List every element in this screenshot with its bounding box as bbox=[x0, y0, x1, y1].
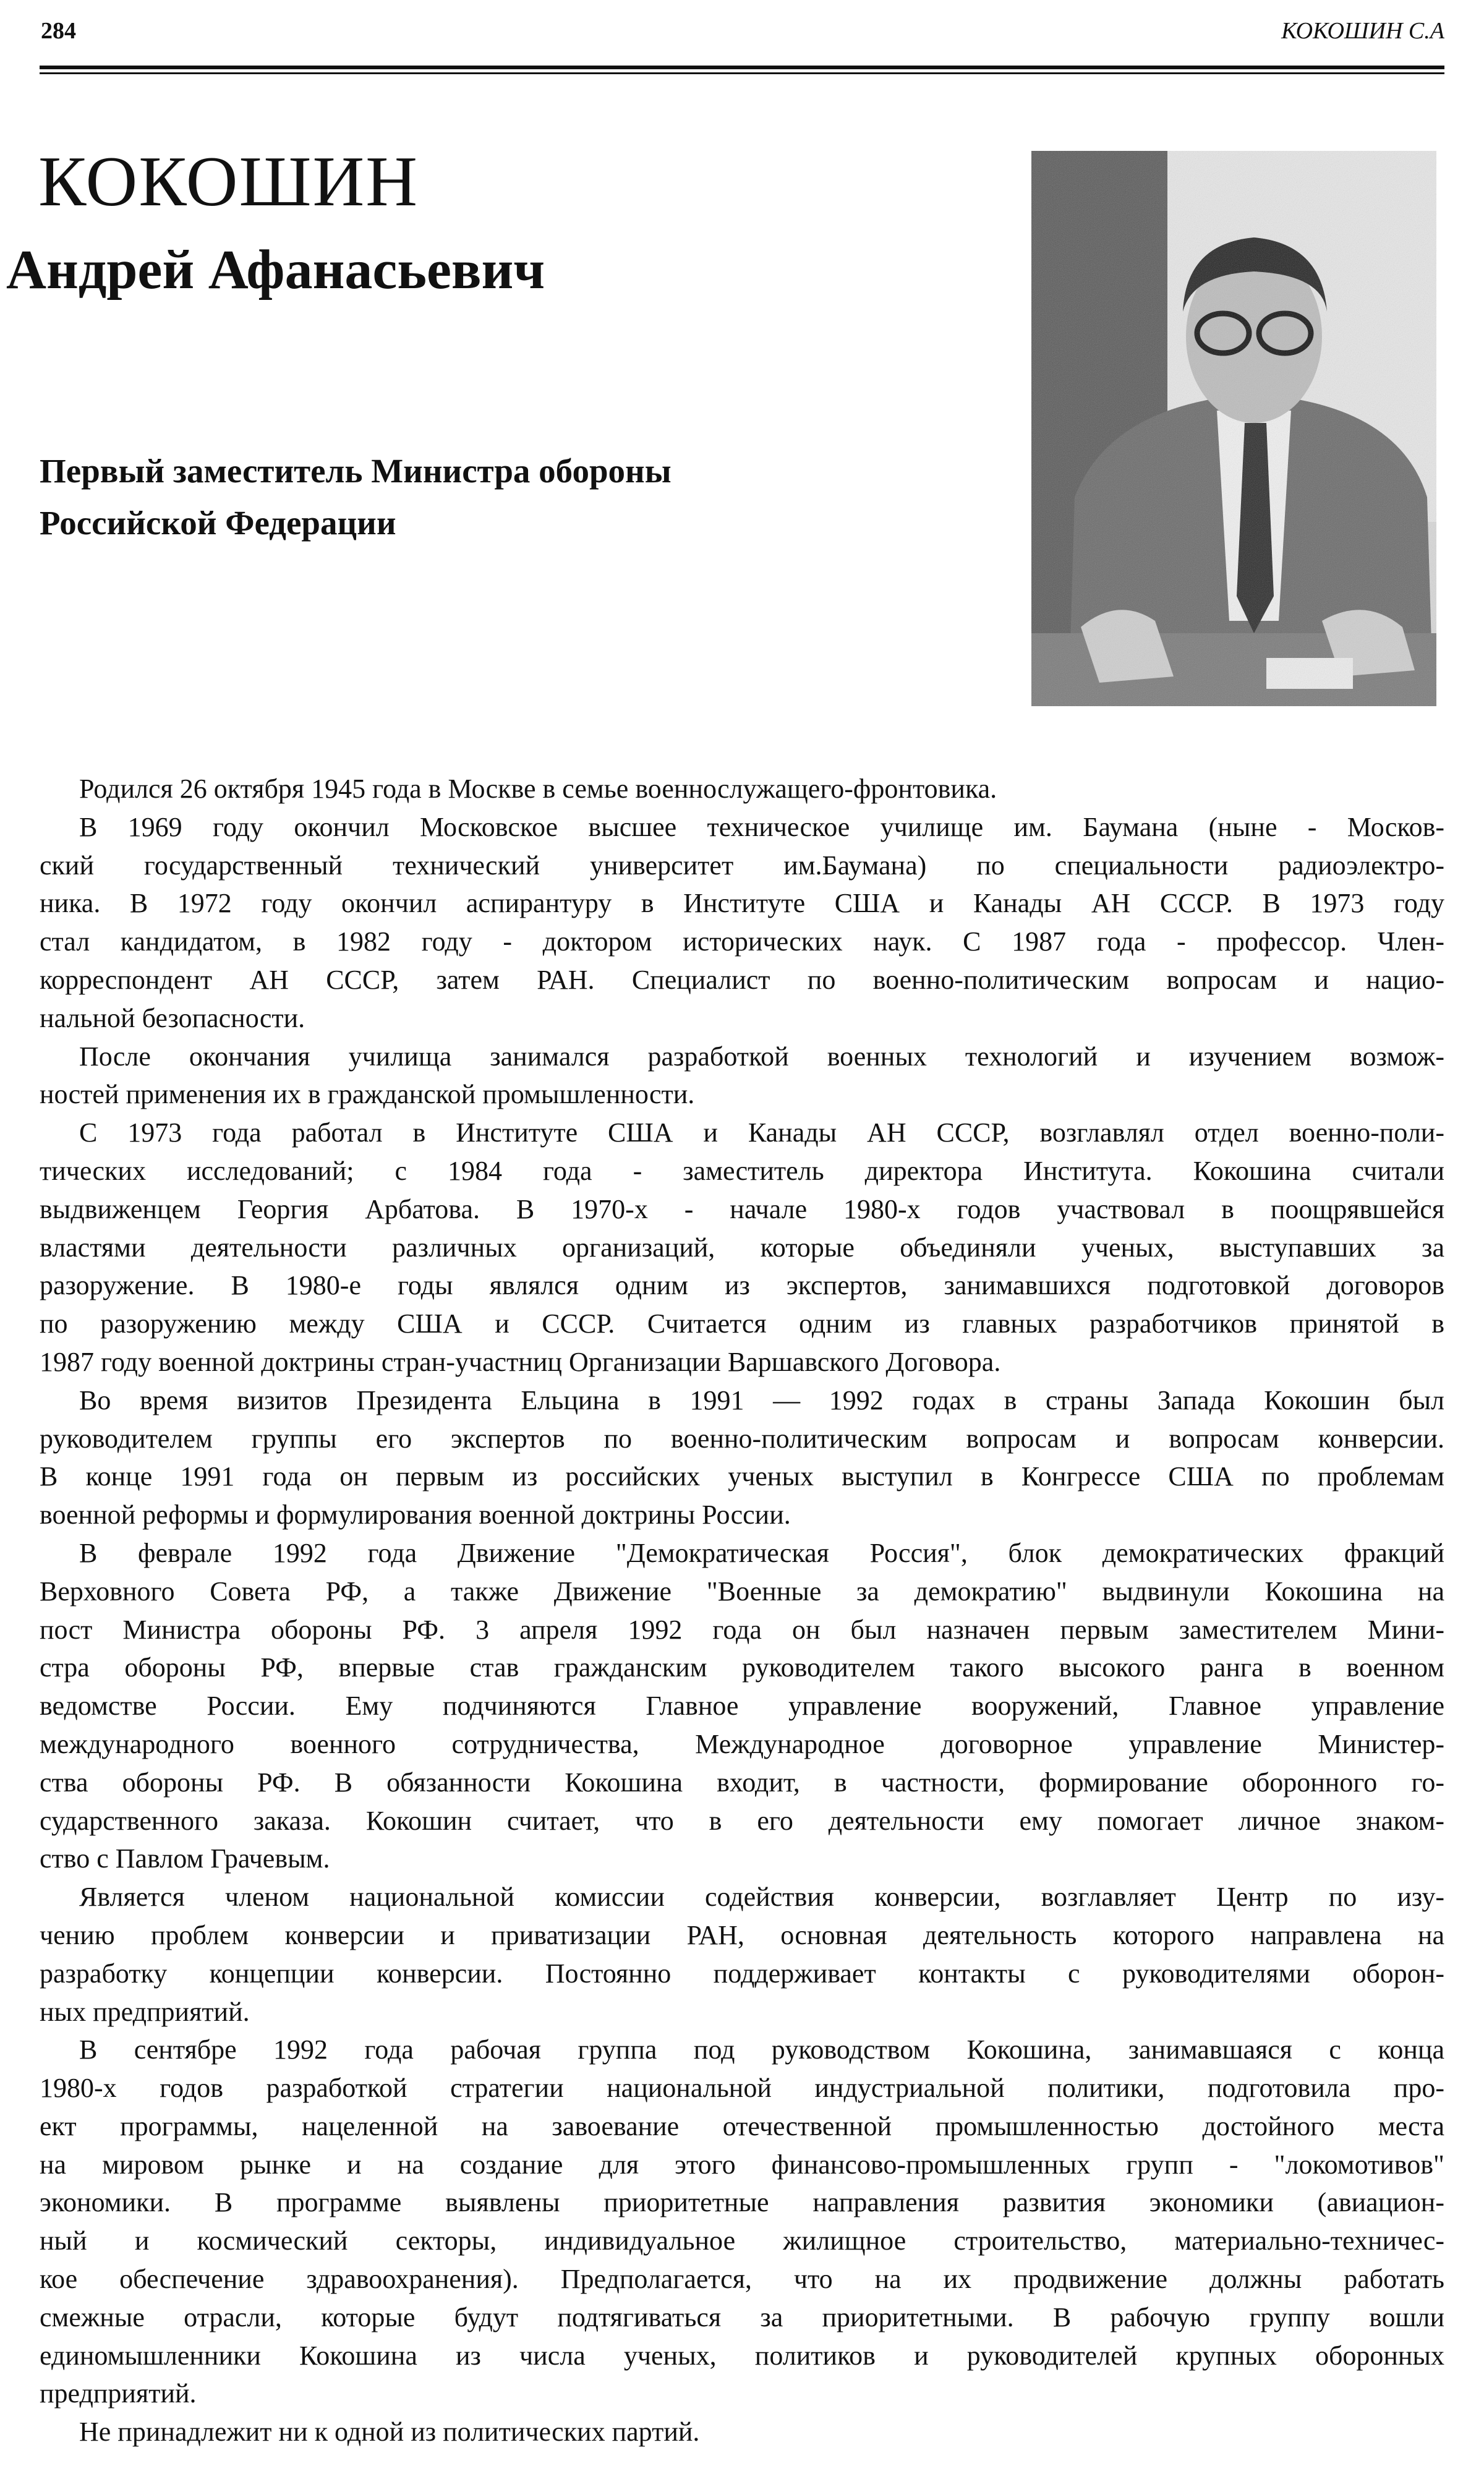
text-line: Во время визитов Президента Ельцина в 1991 — 1992 годах в страны Запада Кокошин был bbox=[79, 1385, 1444, 1415]
text-line: После окончания училища занимался разработкой военных технологий и изучением возмож- bbox=[79, 1041, 1444, 1072]
text-line: В сентябре 1992 года рабочая группа под руководством Кокошина, занимавшаяся с конца bbox=[79, 2034, 1444, 2065]
paragraph bbox=[40, 1878, 1444, 2031]
text-line: стра обороны РФ, впервые став гражданским руководителем такого высокого ранга в военном bbox=[40, 1652, 1444, 1683]
text-line: сударственного заказа. Кокошин считает, что в его деятельности ему помогает личное знаком- bbox=[40, 1805, 1444, 1836]
given-names-heading: Андрей Афанасьевич bbox=[6, 239, 545, 301]
text-line: ведомстве России. Ему подчиняются Главное управление вооружений, Главное управление bbox=[40, 1691, 1444, 1722]
text-line: руководителем группы его экспертов по военно-политическим вопросам и вопросам конверсии. bbox=[40, 1423, 1444, 1454]
running-title: КОКОШИН С.А bbox=[1281, 18, 1444, 44]
text-line: ства обороны РФ. В обязанности Кокошина входит, в частности, формирование оборонного го- bbox=[40, 1767, 1444, 1798]
text-line: тических исследований; с 1984 года - заместитель директора Института. Кокошина считали bbox=[40, 1155, 1444, 1186]
text-line: ский государственный технический университет им.Баумана) по специальности радиоэлектро- bbox=[40, 850, 1444, 881]
position-title bbox=[40, 445, 672, 549]
text-line: Верховного Совета РФ, а также Движение "Военные за демократию" выдвинули Кокошина на bbox=[40, 1576, 1444, 1607]
position-line: Российской Федерации bbox=[40, 504, 396, 542]
text-line: стал кандидатом, в 1982 году - доктором исторических наук. С 1987 года - профессор. Член- bbox=[40, 926, 1444, 957]
text-line: Является членом национальной комиссии содействия конверсии, возглавляет Центр по изу- bbox=[79, 1882, 1444, 1913]
paragraph bbox=[40, 808, 1444, 1038]
text-line: смежные отрасли, которые будут подтягиваться за приоритетными. В рабочую группу вошли bbox=[40, 2302, 1444, 2332]
text-line: Не принадлежит ни к одной из политических партий. bbox=[79, 2417, 700, 2447]
text-line: на мировом рынке и на создание для этого финансово-промышленных групп - "локомотивов" bbox=[40, 2149, 1444, 2180]
text-line: единомышленники Кокошина из числа ученых, политиков и руководителей крупных оборонных bbox=[40, 2340, 1444, 2371]
text-line: ностей применения их в гражданской промышленности. bbox=[40, 1079, 695, 1110]
text-line: разработку концепции конверсии. Постоянно поддерживает контакты с руководителями оборон- bbox=[40, 1958, 1444, 1989]
paragraph bbox=[40, 1114, 1444, 1381]
text-line: корреспондент АН СССР, затем РАН. Специалист по военно-политическим вопросам и нацио- bbox=[40, 964, 1444, 995]
text-line: предприятий. bbox=[40, 2378, 197, 2409]
text-line: разоружение. В 1980-е годы являлся одним из экспертов, занимавшихся подготовкой договоров bbox=[40, 1270, 1444, 1301]
paragraph bbox=[40, 2031, 1444, 2413]
paragraph bbox=[40, 1038, 1444, 1114]
surname-heading: КОКОШИН bbox=[38, 142, 419, 221]
text-line: С 1973 года работал в Институте США и Канады АН СССР, возглавлял отдел военно-поли- bbox=[79, 1117, 1444, 1148]
paragraph bbox=[40, 1534, 1444, 1878]
text-line: ника. В 1972 году окончил аспирантуру в Институте США и Канады АН СССР. В 1973 году bbox=[40, 888, 1444, 919]
text-line: военной реформы и формулирования военной доктрины России. bbox=[40, 1500, 791, 1530]
text-line: международного военного сотрудничества, Международное договорное управление Министер- bbox=[40, 1728, 1444, 1759]
header-rule-thin bbox=[40, 72, 1444, 74]
paragraph bbox=[40, 2413, 1444, 2451]
text-line: ект программы, нацеленной на завоевание отечественной промышленностью достойного места bbox=[40, 2110, 1444, 2141]
text-line: В конце 1991 года он первым из российских ученых выступил в Конгрессе США по проблемам bbox=[40, 1461, 1444, 1492]
text-line: 1980-х годов разработкой стратегии национальной индустриальной политики, подготовила про- bbox=[40, 2073, 1444, 2104]
biography-text bbox=[40, 770, 1444, 2451]
text-line: В феврале 1992 года Движение "Демократическая Россия", блок демократических фракций bbox=[79, 1537, 1444, 1568]
text-line: кое обеспечение здравоохранения). Предполагается, что на их продвижение должны работать bbox=[40, 2264, 1444, 2295]
page-number: 284 bbox=[41, 18, 76, 44]
text-line: В 1969 году окончил Московское высшее техническое училище им. Баумана (ныне - Москов- bbox=[79, 811, 1444, 842]
text-line: 1987 году военной доктрины стран-участниц Организации Варшавского Договора. bbox=[40, 1346, 1001, 1377]
text-line: ный и космический секторы, индивидуальное жилищное строительство, материально-техничес- bbox=[40, 2225, 1444, 2256]
header-rule-thick bbox=[40, 66, 1444, 69]
text-line: по разоружению между США и СССР. Считается одним из главных разработчиков принятой в bbox=[40, 1308, 1444, 1339]
text-line: чению проблем конверсии и приватизации РАН, основная деятельность которого направлена на bbox=[40, 1919, 1444, 1950]
text-line: властями деятельности различных организаций, которые объединяли ученых, выступавших за bbox=[40, 1232, 1444, 1263]
text-line: ство с Павлом Грачевым. bbox=[40, 1843, 330, 1874]
text-line: пост Министра обороны РФ. 3 апреля 1992 года он был назначен первым заместителем Мини- bbox=[40, 1614, 1444, 1645]
text-line: ных предприятий. bbox=[40, 1996, 250, 2027]
paragraph bbox=[40, 770, 1444, 808]
text-line: экономики. В программе выявлены приоритетные направления развития экономики (авиацион- bbox=[40, 2187, 1444, 2218]
text-line: Родился 26 октября 1945 года в Москве в семье военнослужащего-фронтовика. bbox=[79, 774, 997, 804]
text-line: выдвиженцем Георгия Арбатова. В 1970-х - начале 1980-х годов участвовал в поощрявшейся bbox=[40, 1193, 1444, 1224]
position-line: Первый заместитель Министра обороны bbox=[40, 452, 672, 490]
portrait-photo bbox=[1031, 151, 1436, 706]
paragraph bbox=[40, 1381, 1444, 1534]
text-line: нальной безопасности. bbox=[40, 1002, 305, 1033]
